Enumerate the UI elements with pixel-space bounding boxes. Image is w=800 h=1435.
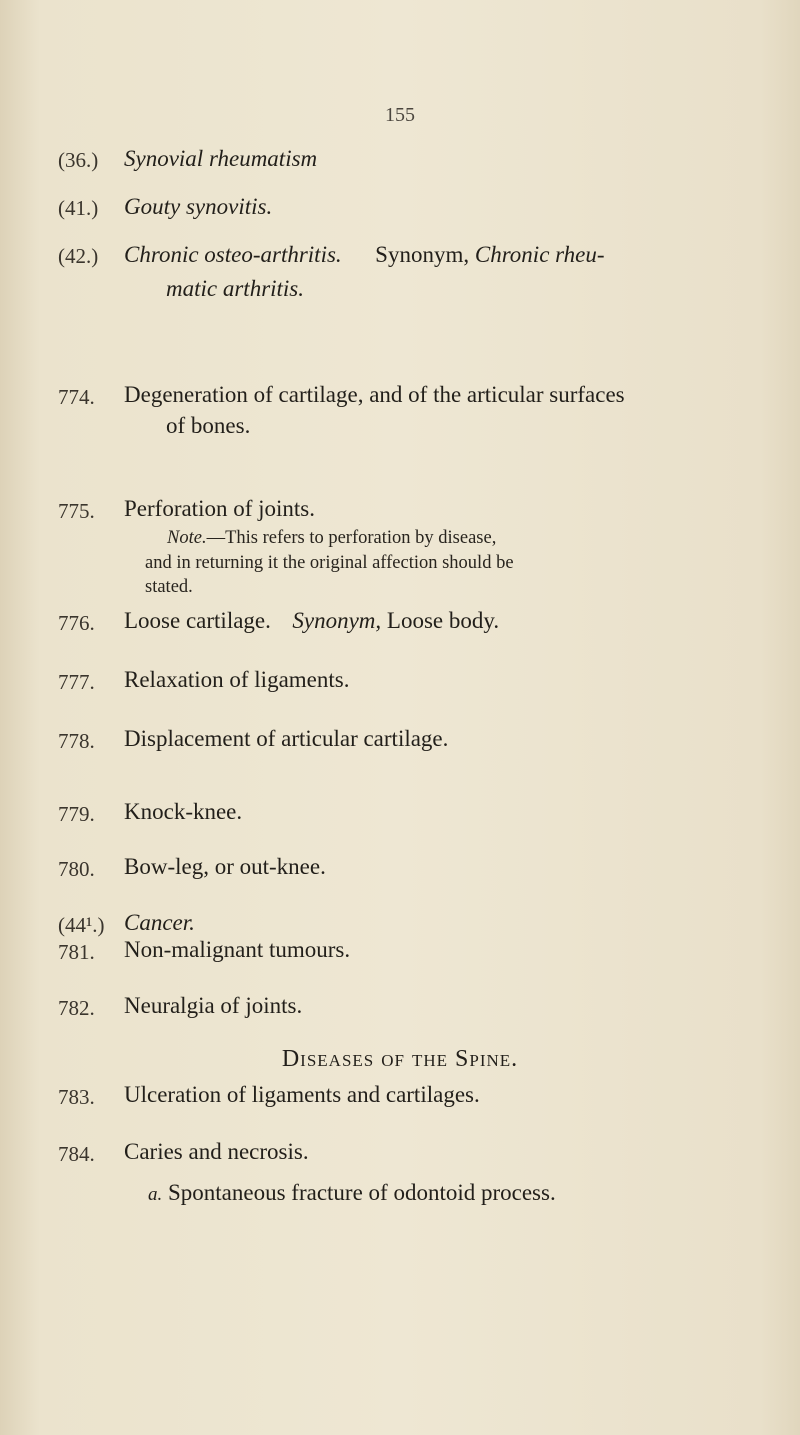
note-line: stated. xyxy=(145,577,193,597)
synonym-text: Chronic rheu- xyxy=(474,242,605,267)
entry-number: 778. xyxy=(58,729,95,753)
entry-number: (36.) xyxy=(58,148,99,172)
entry-number: 777. xyxy=(58,670,95,694)
entry-text: Relaxation of ligaments. xyxy=(124,667,350,692)
entry-text: Caries and necrosis. xyxy=(124,1139,309,1164)
entry-number: 783. xyxy=(58,1085,95,1109)
entry-continuation: matic arthritis. xyxy=(166,276,305,301)
note-line xyxy=(167,528,496,549)
entry-text: Neuralgia of joints. xyxy=(124,993,303,1018)
entry-text: Knock-knee. xyxy=(124,799,243,824)
entry-number: (44¹.) xyxy=(58,913,105,937)
note-text: —This refers to perforation by disease, xyxy=(206,528,497,548)
entry-number: (41.) xyxy=(58,196,99,220)
entry-text: Displacement of articular cartilage. xyxy=(124,726,449,751)
entry-number: 774. xyxy=(58,385,95,409)
entry-number: 776. xyxy=(58,611,95,635)
synonym-text: Loose body. xyxy=(386,608,500,633)
entry-number: 784. xyxy=(58,1142,95,1166)
entry-number: 780. xyxy=(58,857,95,881)
synonym-label: Synonym, xyxy=(292,608,382,633)
subentry-line xyxy=(148,1180,556,1206)
synonym-label: Synonym, xyxy=(375,242,470,267)
entry-number: 782. xyxy=(58,996,95,1020)
entry-text: Non-malignant tumours. xyxy=(124,937,351,962)
entry-text: Gouty synovitis. xyxy=(124,194,273,219)
entry-text: Cancer. xyxy=(124,910,195,935)
note-label: Note. xyxy=(167,528,207,548)
entry-continuation: of bones. xyxy=(166,413,251,438)
entry-text: Ulceration of ligaments and cartilages. xyxy=(124,1082,480,1107)
entry-text-line xyxy=(124,242,605,268)
entry-text: Chronic osteo-arthritis. xyxy=(124,242,342,267)
entry-text-line xyxy=(124,608,499,634)
entry-number: (42.) xyxy=(58,244,99,268)
entry-number: 779. xyxy=(58,802,95,826)
page-number: 155 xyxy=(385,104,415,126)
entry-number: 781. xyxy=(58,940,95,964)
entry-text: Synovial rheumatism xyxy=(124,146,318,171)
entry-text: Loose cartilage. xyxy=(124,608,271,633)
entry-text: Perforation of joints. xyxy=(124,496,315,521)
entry-text: Bow-leg, or out-knee. xyxy=(124,854,326,879)
subentry-label: a. xyxy=(148,1184,163,1205)
subentry-text: Spontaneous fracture of odontoid process. xyxy=(168,1180,556,1205)
section-heading: Diseases of the Spine. xyxy=(281,1046,519,1072)
entry-text: Degeneration of cartilage, and of the articular surfaces xyxy=(124,382,625,407)
entry-number: 775. xyxy=(58,499,95,523)
note-line: and in returning it the original affection should be xyxy=(145,553,514,573)
